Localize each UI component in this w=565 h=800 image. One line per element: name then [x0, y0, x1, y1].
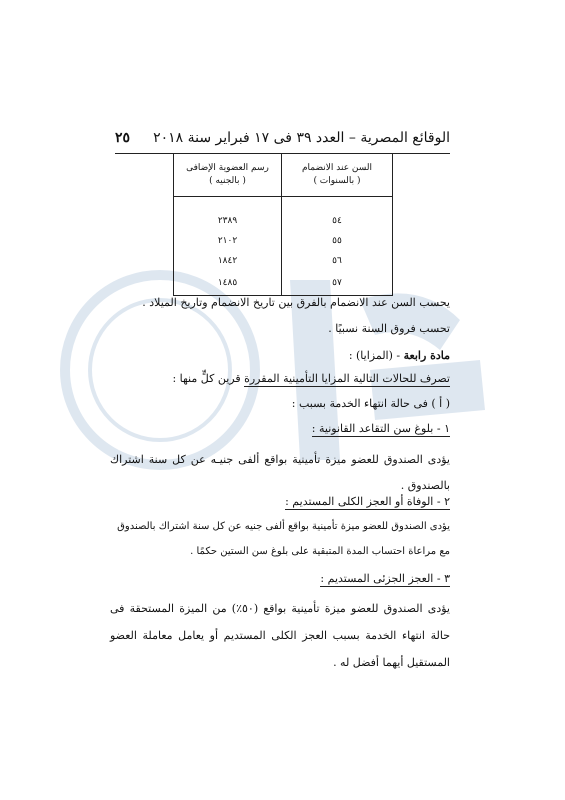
table-cell-age: ٥٧	[282, 271, 393, 296]
table-cell-age: ٥٤	[282, 211, 393, 231]
table-row	[174, 271, 393, 296]
table-cell-fee: ١٤٨٥	[174, 271, 282, 296]
item-2-text-line1: يؤدى الصندوق للعضو ميزة تأمينية بواقع ألفى جنيه عن كل سنة اشتراك بالصندوق	[117, 521, 450, 532]
intro-underlined: تصرف للحالات التالية المزايا التأمينية المقررة	[244, 372, 450, 385]
table-spacer	[174, 197, 393, 212]
table-header-row	[174, 154, 393, 197]
article-subtitle: - (المزايا) :	[348, 349, 401, 362]
article-intro	[110, 372, 450, 386]
item-3-text: يؤدى الصندوق للعضو ميزة تأمينية بواقع (٥٠٪) من الميزة المستحقة فى حالة انتهاء الخدمة بسبب العجز الكلى المستديم أو يعامل معاملة العضو المستقيل أيهما أفضل له .	[110, 602, 450, 669]
membership-fee-table	[173, 153, 393, 296]
table-row	[174, 251, 393, 271]
table-row	[174, 231, 393, 251]
paragraph-year-fractions: تحسب فروق السنة نسبيًا .	[328, 322, 450, 335]
intro-rest: قرين كلٍّ منها :	[172, 372, 241, 385]
item-1-text: يؤدى الصندوق للعضو ميزة تأمينية بواقع ألفى جنيـه عن كل سنة اشتراك بالصندوق .	[110, 453, 450, 492]
table-cell-age: ٥٦	[282, 251, 393, 271]
paragraph-age-calculation: يحسب السن عند الانضمام بالفرق بين تاريخ الانضمام وتاريخ الميلاد .	[142, 296, 450, 309]
table-header-age: السن عند الانضمام ( بالسنوات )	[282, 154, 393, 197]
item-3-title: ٣ - العجز الجزئى المستديم :	[320, 572, 450, 585]
item-2-title: ٢ - الوفاة أو العجز الكلى المستديم :	[285, 495, 450, 508]
article-heading	[110, 349, 450, 363]
table-cell-age: ٥٥	[282, 231, 393, 251]
table-header-fee: رسم العضوية الإضافى ( بالجنيه )	[174, 154, 282, 197]
item-1-title: ١ - بلوغ سن التقاعد القانونية :	[311, 422, 450, 435]
page-header	[115, 130, 450, 152]
table-cell-fee: ٢١٠٢	[174, 231, 282, 251]
gazette-title: الوقائع المصرية – العدد ٣٩ فى ١٧ فبراير سنة ٢٠١٨	[153, 130, 450, 146]
table-cell-fee: ٢٣٨٩	[174, 211, 282, 231]
table-row	[174, 211, 393, 231]
page-number: ٢٥	[115, 130, 131, 146]
case-a: ( أ ) فى حالة انتهاء الخدمة بسبب :	[291, 397, 450, 410]
item-2-text-line2: مع مراعاة احتساب المدة المتبقية على بلوغ سن الستين حكمًا .	[190, 546, 450, 557]
article-title: مادة رابعة	[403, 349, 450, 362]
table-cell-fee: ١٨٤٢	[174, 251, 282, 271]
